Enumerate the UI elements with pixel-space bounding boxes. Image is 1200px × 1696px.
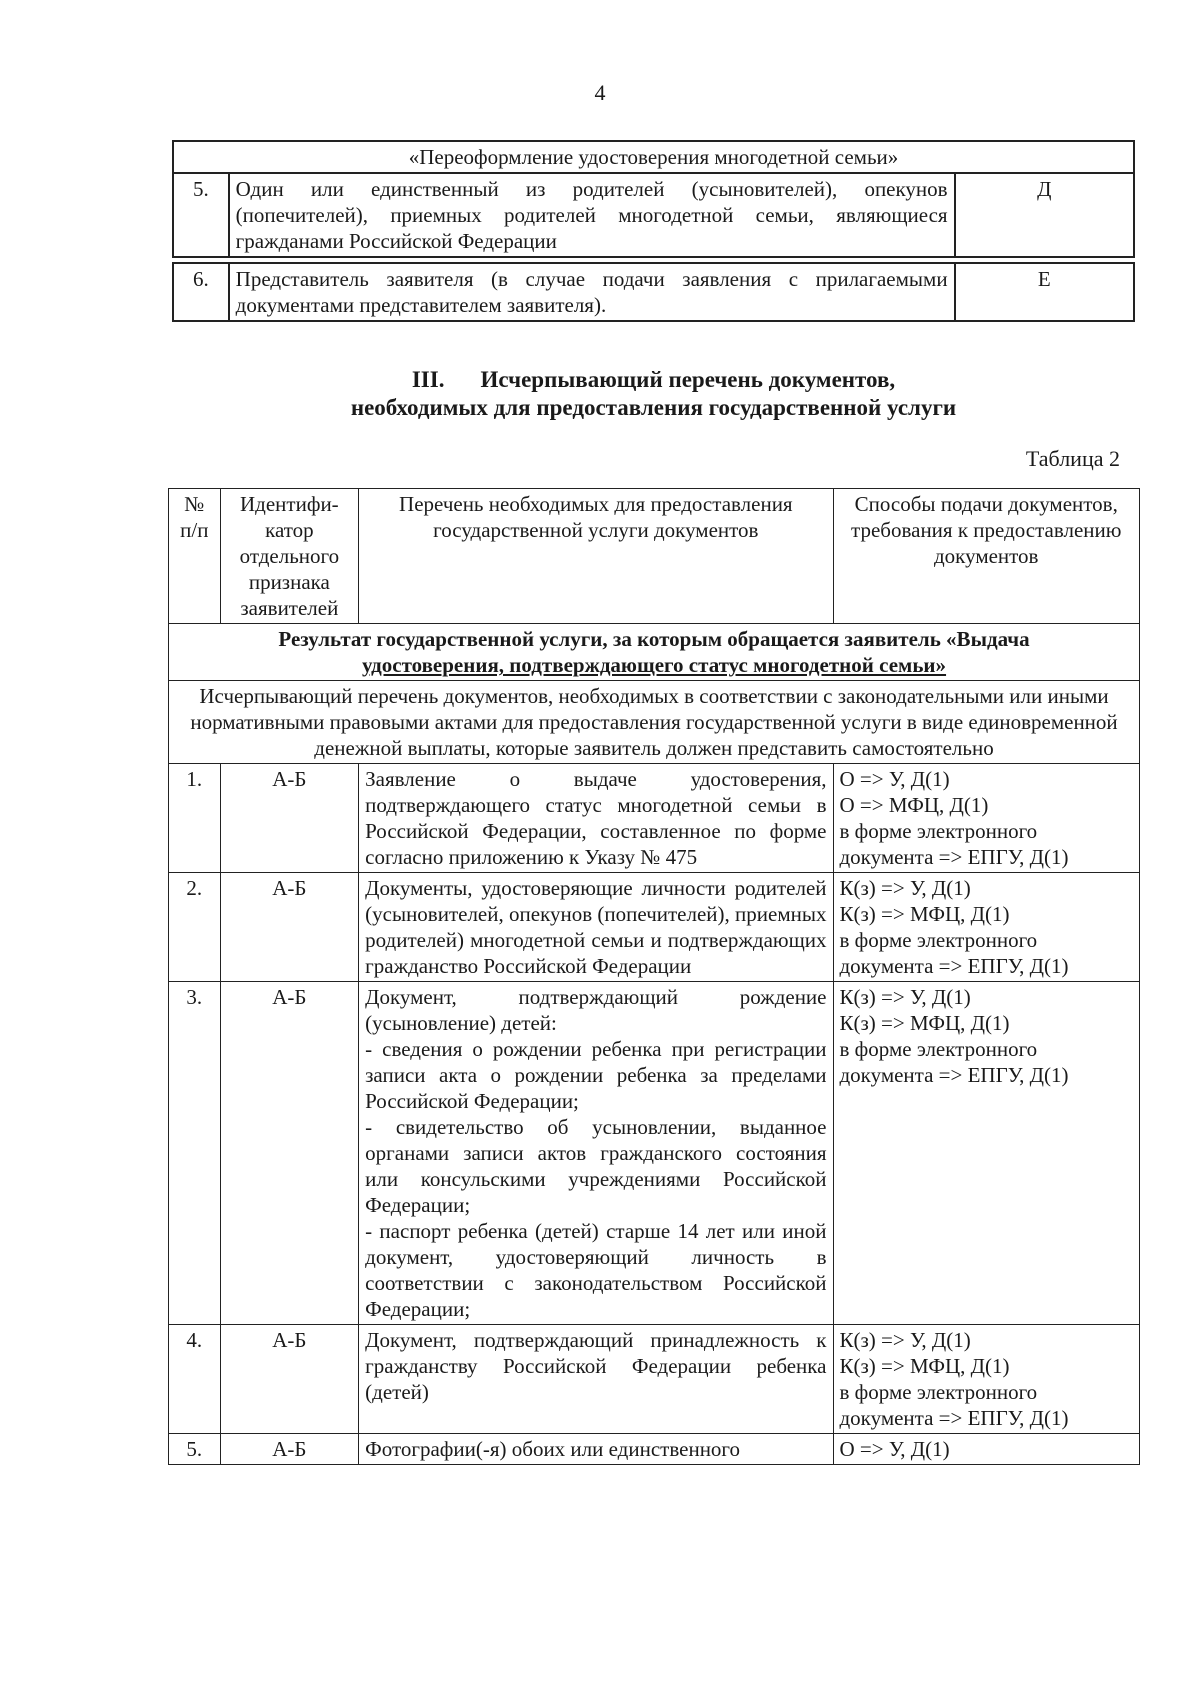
section-title bbox=[172, 366, 1135, 422]
row-id: А-Б bbox=[220, 764, 359, 873]
way-line: К(з) => У, Д(1) bbox=[839, 985, 971, 1009]
row-ways bbox=[833, 1434, 1140, 1465]
result-row bbox=[169, 624, 1140, 681]
row-text: Один или единственный из родителей (усыновителей), опекунов (попечителей), приемных родителей многодетной семьи, являющиеся гражданами Российской Федерации bbox=[229, 173, 955, 257]
row-number: 5. bbox=[173, 173, 229, 257]
table-label: Таблица 2 bbox=[1025, 446, 1120, 471]
row-code: Д bbox=[955, 173, 1134, 257]
applicant-table bbox=[172, 140, 1135, 322]
desc-item: - паспорт ребенка (детей) старше 14 лет или иной документ, удостоверяющий личность в соответствии с законодательством Российской Федерации; bbox=[365, 1219, 827, 1321]
table-row bbox=[169, 1434, 1140, 1465]
way-line: К(з) => У, Д(1) bbox=[839, 1328, 971, 1352]
way-line: К(з) => МФЦ, Д(1) bbox=[839, 1354, 1010, 1378]
result-heading bbox=[169, 624, 1140, 681]
desc-item: - сведения о рождении ребенка при регистрации записи акта о рождении ребенка за пределами Российской Федерации; bbox=[365, 1037, 827, 1113]
row-code: Е bbox=[955, 263, 1134, 321]
table-row bbox=[169, 764, 1140, 873]
way-line: документа => ЕПГУ, Д(1) bbox=[839, 845, 1069, 869]
table-row bbox=[173, 263, 1134, 321]
section-title-line1: Исчерпывающий перечень документов, bbox=[480, 367, 896, 392]
way-line: документа => ЕПГУ, Д(1) bbox=[839, 954, 1069, 978]
row-number: 5. bbox=[169, 1434, 221, 1465]
row-id: А-Б bbox=[220, 1325, 359, 1434]
way-line: в форме электронного bbox=[839, 819, 1038, 843]
row-id: А-Б bbox=[220, 1434, 359, 1465]
row-id: А-Б bbox=[220, 982, 359, 1325]
table-row bbox=[169, 873, 1140, 982]
table-header-row bbox=[169, 489, 1140, 624]
page-number: 4 bbox=[594, 80, 606, 105]
table-header: «Переоформление удостоверения многодетной семьи» bbox=[173, 141, 1134, 173]
row-ways bbox=[833, 873, 1140, 982]
row-desc: Документы, удостоверяющие личности родителей (усыновителей, опекунов (попечителей), приемных родителей) многодетной семьи и подтверждающих гражданство Российской Федерации bbox=[359, 873, 833, 982]
result-line1: Результат государственной услуги, за которым обращается заявитель «Выдача bbox=[278, 627, 1030, 651]
way-line: О => МФЦ, Д(1) bbox=[839, 793, 989, 817]
documents-table bbox=[168, 488, 1140, 1465]
way-line: О => У, Д(1) bbox=[839, 767, 950, 791]
row-desc bbox=[359, 982, 833, 1325]
section-title-line2: необходимых для предоставления государственной услуги bbox=[350, 395, 957, 420]
way-line: О => У, Д(1) bbox=[839, 1437, 950, 1461]
way-line: К(з) => МФЦ, Д(1) bbox=[839, 1011, 1010, 1035]
intro-text: Исчерпывающий перечень документов, необходимых в соответствии с законодательными или иными нормативными правовыми актами для предоставления государственной услуги в виде единовременной денежной выплаты, которые заявитель должен представить самостоятельно bbox=[169, 681, 1140, 764]
way-line: в форме электронного bbox=[839, 1380, 1038, 1404]
row-desc: Заявление о выдаче удостоверения, подтверждающего статус многодетной семьи в Российской Федерации, составленное по форме согласно приложению к Указу № 475 bbox=[359, 764, 833, 873]
intro-row bbox=[169, 681, 1140, 764]
row-number: 3. bbox=[169, 982, 221, 1325]
row-number: 1. bbox=[169, 764, 221, 873]
way-line: документа => ЕПГУ, Д(1) bbox=[839, 1063, 1069, 1087]
row-id: А-Б bbox=[220, 873, 359, 982]
result-line2: удостоверения, подтверждающего статус многодетной семьи» bbox=[361, 653, 947, 677]
table-row bbox=[169, 982, 1140, 1325]
row-ways bbox=[833, 1325, 1140, 1434]
row-ways bbox=[833, 764, 1140, 873]
row-desc: Документ, подтверждающий принадлежность к гражданству Российской Федерации ребенка (детей) bbox=[359, 1325, 833, 1434]
row-text: Представитель заявителя (в случае подачи заявления с прилагаемыми документами представителем заявителя). bbox=[229, 263, 955, 321]
desc-lead: Документ, подтверждающий рождение (усыновление) детей: bbox=[365, 985, 827, 1035]
way-line: в форме электронного bbox=[839, 928, 1038, 952]
table-header-row bbox=[173, 141, 1134, 173]
row-ways bbox=[833, 982, 1140, 1325]
header-num: № п/п bbox=[169, 489, 221, 624]
desc-item: - свидетельство об усыновлении, выданное органами записи актов гражданского состояния или консульскими учреждениями Российской Федерации; bbox=[365, 1115, 827, 1217]
way-line: документа => ЕПГУ, Д(1) bbox=[839, 1406, 1069, 1430]
header-id: Идентифи-катор отдельного признака заявителей bbox=[220, 489, 359, 624]
way-line: К(з) => МФЦ, Д(1) bbox=[839, 902, 1010, 926]
way-line: в форме электронного bbox=[839, 1037, 1038, 1061]
row-number: 4. bbox=[169, 1325, 221, 1434]
row-number: 6. bbox=[173, 263, 229, 321]
table-row bbox=[173, 173, 1134, 257]
row-number: 2. bbox=[169, 873, 221, 982]
table-row bbox=[169, 1325, 1140, 1434]
section-number: III. bbox=[411, 367, 445, 392]
row-desc: Фотографии(-я) обоих или единственного bbox=[359, 1434, 833, 1465]
header-ways: Способы подачи документов, требования к предоставлению документов bbox=[833, 489, 1140, 624]
header-docs: Перечень необходимых для предоставления государственной услуги документов bbox=[359, 489, 833, 624]
way-line: К(з) => У, Д(1) bbox=[839, 876, 971, 900]
